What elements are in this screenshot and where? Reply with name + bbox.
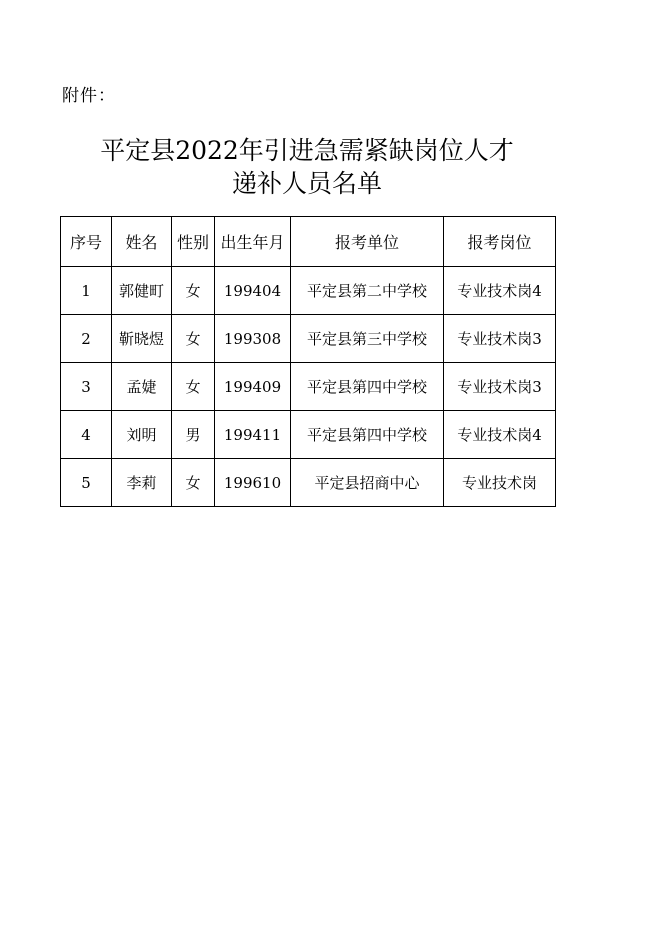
header-applied-position: 报考岗位 xyxy=(444,217,556,267)
cell-serial-number: 4 xyxy=(61,411,112,459)
cell-birth-date: 199308 xyxy=(215,315,291,363)
cell-applied-position: 专业技术岗4 xyxy=(444,267,556,315)
cell-gender: 男 xyxy=(172,411,215,459)
cell-applied-position: 专业技术岗4 xyxy=(444,411,556,459)
header-name: 姓名 xyxy=(112,217,172,267)
table-row xyxy=(61,315,556,363)
cell-serial-number: 5 xyxy=(61,459,112,507)
cell-gender: 女 xyxy=(172,315,215,363)
header-gender: 性别 xyxy=(172,217,215,267)
cell-applied-unit: 平定县第三中学校 xyxy=(291,315,444,363)
cell-applied-unit: 平定县第四中学校 xyxy=(291,363,444,411)
cell-name: 靳晓煜 xyxy=(112,315,172,363)
table-row xyxy=(61,363,556,411)
cell-applied-position: 专业技术岗3 xyxy=(444,315,556,363)
header-serial-number: 序号 xyxy=(61,217,112,267)
table-header-row xyxy=(61,217,556,267)
cell-applied-unit: 平定县招商中心 xyxy=(291,459,444,507)
cell-name: 郭健町 xyxy=(112,267,172,315)
cell-name: 孟婕 xyxy=(112,363,172,411)
cell-birth-date: 199610 xyxy=(215,459,291,507)
cell-serial-number: 1 xyxy=(61,267,112,315)
table-row xyxy=(61,267,556,315)
cell-applied-unit: 平定县第四中学校 xyxy=(291,411,444,459)
document-title-line-1: 平定县2022年引进急需紧缺岗位人才 xyxy=(100,136,514,165)
table-row xyxy=(61,459,556,507)
cell-applied-unit: 平定县第二中学校 xyxy=(291,267,444,315)
cell-applied-position: 专业技术岗 xyxy=(444,459,556,507)
cell-serial-number: 2 xyxy=(61,315,112,363)
header-birth-date: 出生年月 xyxy=(215,217,291,267)
cell-birth-date: 199404 xyxy=(215,267,291,315)
cell-gender: 女 xyxy=(172,459,215,507)
candidate-table xyxy=(60,216,556,507)
attachment-label: 附件： xyxy=(62,86,116,106)
cell-birth-date: 199409 xyxy=(215,363,291,411)
cell-name: 刘明 xyxy=(112,411,172,459)
cell-gender: 女 xyxy=(172,267,215,315)
cell-birth-date: 199411 xyxy=(215,411,291,459)
header-applied-unit: 报考单位 xyxy=(291,217,444,267)
cell-name: 李莉 xyxy=(112,459,172,507)
table-row xyxy=(61,411,556,459)
cell-serial-number: 3 xyxy=(61,363,112,411)
document-title-line-2: 递补人员名单 xyxy=(231,169,382,198)
cell-gender: 女 xyxy=(172,363,215,411)
cell-applied-position: 专业技术岗3 xyxy=(444,363,556,411)
